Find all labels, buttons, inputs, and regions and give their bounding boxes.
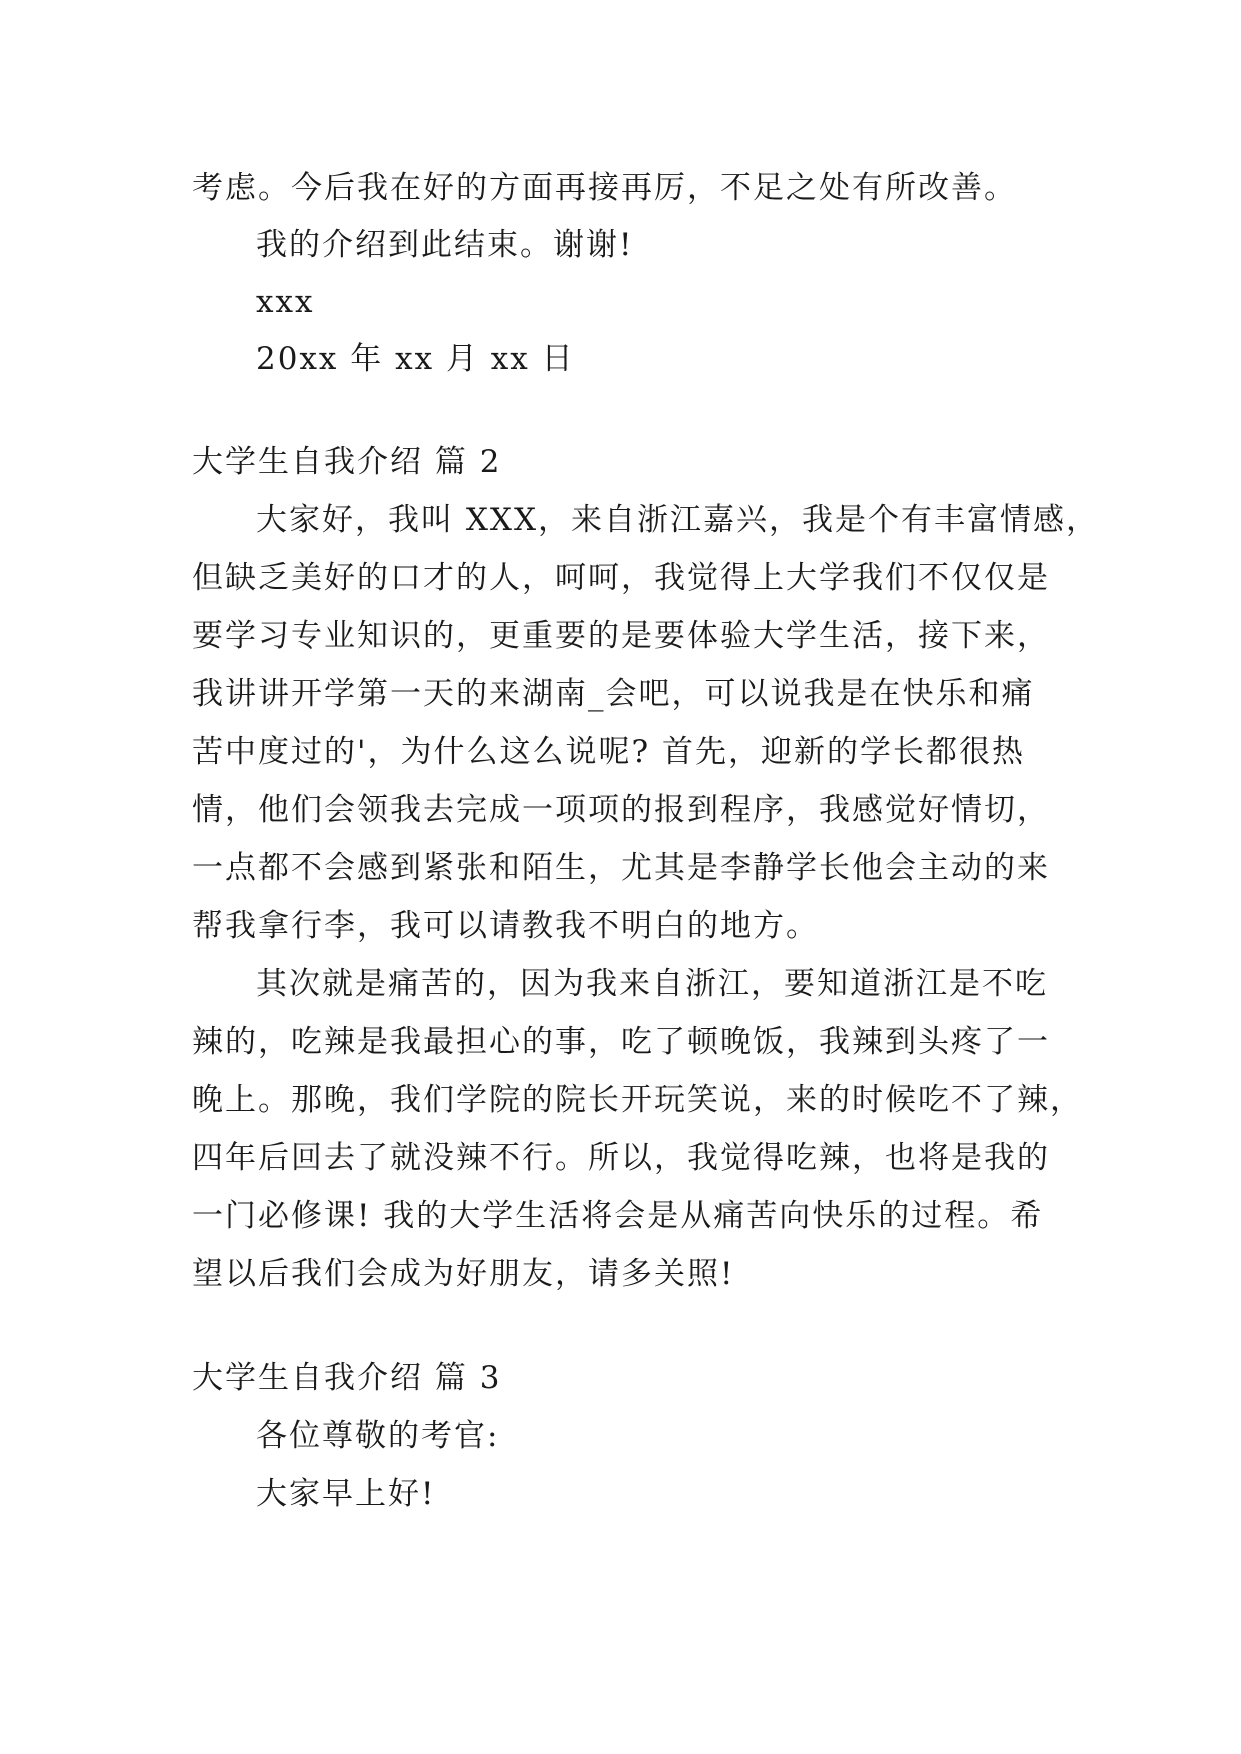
paragraph-line: 但缺乏美好的口才的人，呵呵，我觉得上大学我们不仅仅是 bbox=[192, 560, 1050, 596]
paragraph-line: 要学习专业知识的，更重要的是要体验大学生活，接下来， bbox=[192, 618, 1050, 654]
signature-date: 20xx 年 xx 月 xx 日 bbox=[256, 341, 575, 377]
paragraph-line: 我讲讲开学第一天的来湖南_会吧，可以说我是在快乐和痛 bbox=[192, 676, 1035, 712]
salutation-line: 各位尊敬的考官: bbox=[256, 1418, 500, 1454]
paragraph-line: 帮我拿行李，我可以请教我不明白的地方。 bbox=[192, 908, 819, 944]
paragraph-line: 辣的，吃辣是我最担心的事，吃了顿晚饭，我辣到头疼了一 bbox=[192, 1024, 1050, 1060]
section-heading-3: 大学生自我介绍 篇 3 bbox=[192, 1360, 502, 1396]
paragraph-line: 其次就是痛苦的，因为我来自浙江，要知道浙江是不吃 bbox=[256, 966, 1048, 1002]
paragraph-line: 一门必修课! 我的大学生活将会是从痛苦向快乐的过程。希 bbox=[192, 1198, 1044, 1234]
paragraph-line: 大家好，我叫 XXX，来自浙江嘉兴，我是个有丰富情感， bbox=[256, 502, 1100, 538]
paragraph-line: 考虑。今后我在好的方面再接再厉，不足之处有所改善。 bbox=[192, 170, 1017, 206]
signature-name: xxx bbox=[256, 284, 315, 320]
paragraph-line: 一点都不会感到紧张和陌生，尤其是李静学长他会主动的来 bbox=[192, 850, 1050, 886]
paragraph-line: 望以后我们会成为好朋友，请多关照! bbox=[192, 1256, 735, 1292]
greeting-line: 大家早上好! bbox=[256, 1476, 436, 1512]
paragraph-line: 四年后回去了就没辣不行。所以，我觉得吃辣，也将是我的 bbox=[192, 1140, 1050, 1176]
paragraph-line: 情，他们会领我去完成一项项的报到程序，我感觉好情切， bbox=[192, 792, 1050, 828]
section-heading-2: 大学生自我介绍 篇 2 bbox=[192, 444, 502, 480]
paragraph-line: 苦中度过的'，为什么这么说呢? 首先，迎新的学长都很热 bbox=[192, 734, 1025, 770]
paragraph-line: 晚上。那晚，我们学院的院长开玩笑说，来的时候吃不了辣， bbox=[192, 1082, 1083, 1118]
closing-line: 我的介绍到此结束。谢谢! bbox=[256, 227, 634, 263]
